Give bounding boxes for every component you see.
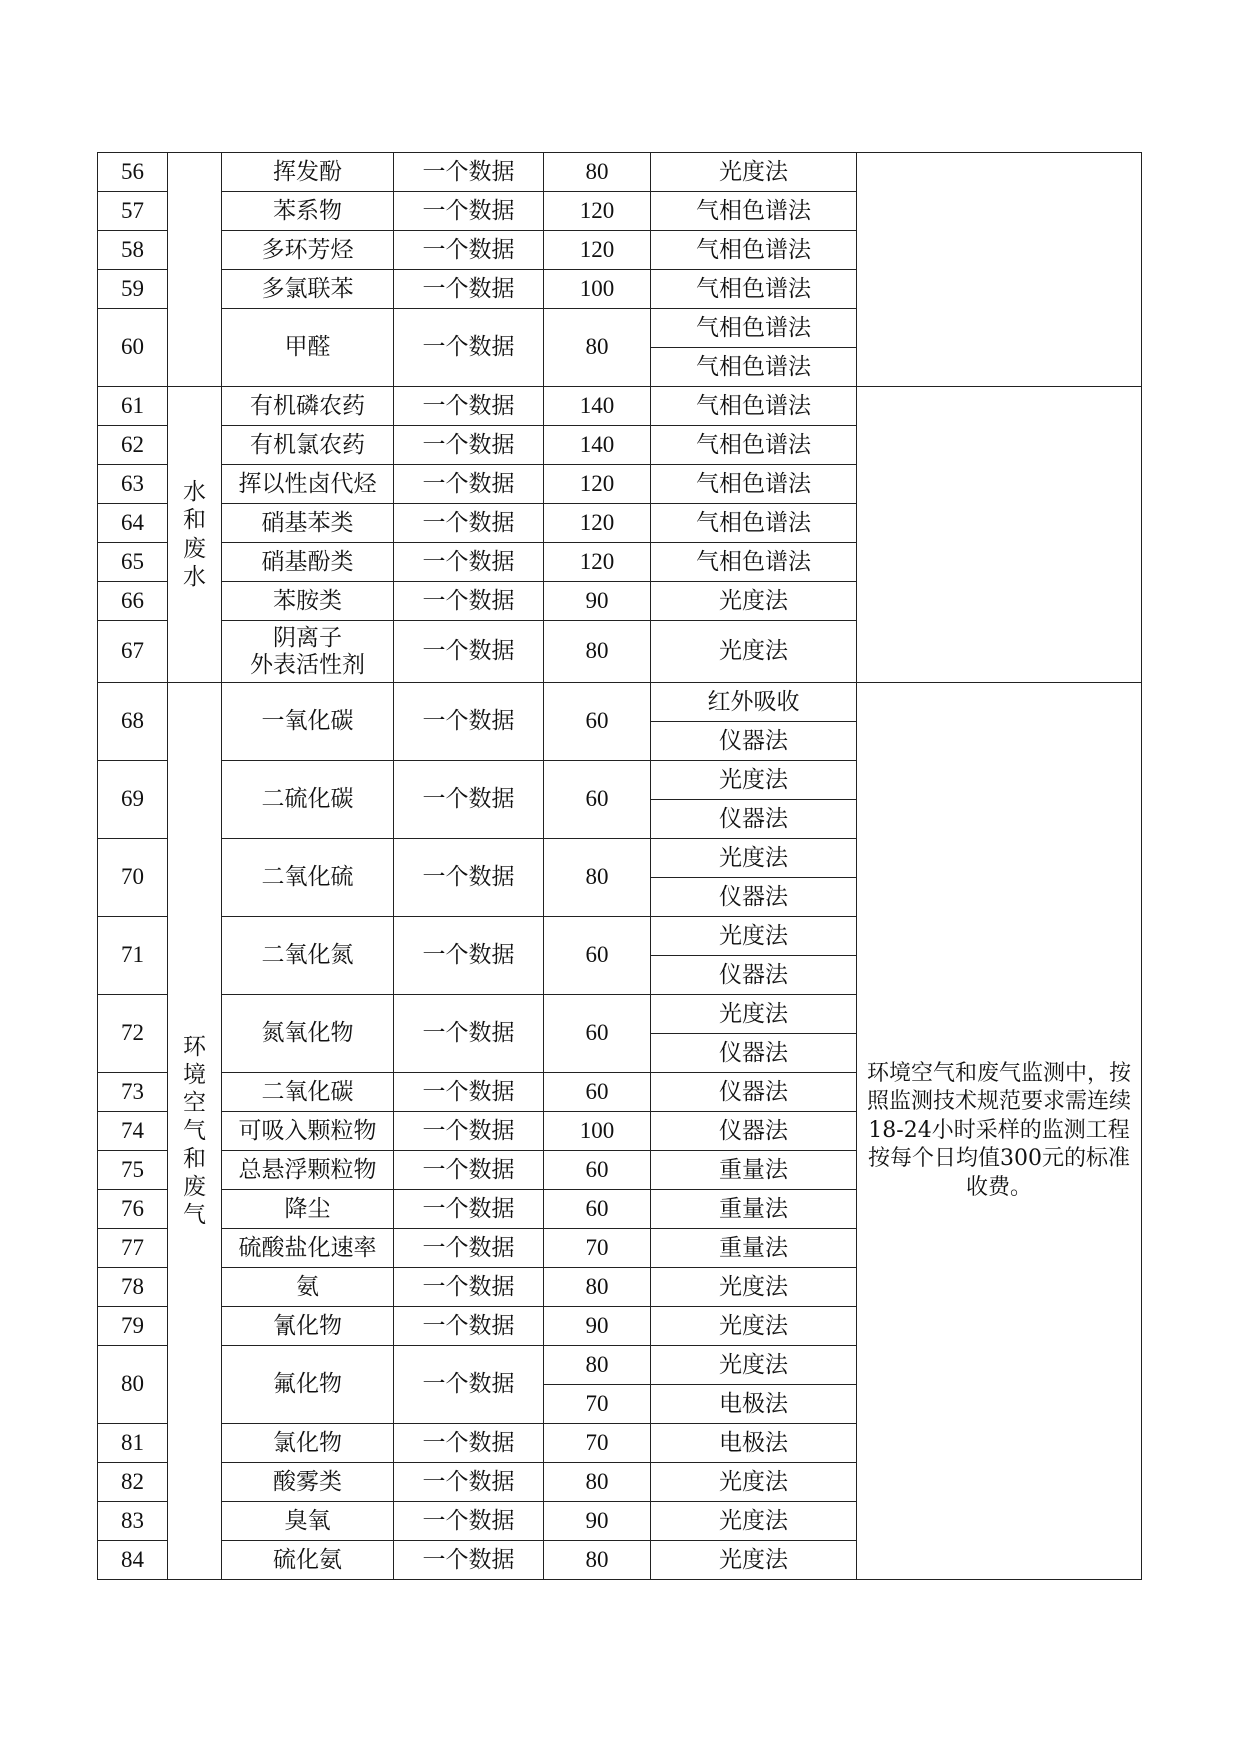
method: 气相色谱法 bbox=[651, 270, 857, 309]
method: 气相色谱法 bbox=[651, 465, 857, 504]
row-number: 77 bbox=[98, 1229, 168, 1268]
row-number: 68 bbox=[98, 683, 168, 761]
price: 140 bbox=[544, 387, 651, 426]
price: 80 bbox=[544, 1268, 651, 1307]
price: 60 bbox=[544, 761, 651, 839]
price: 60 bbox=[544, 1073, 651, 1112]
unit: 一个数据 bbox=[394, 543, 544, 582]
row-number: 61 bbox=[98, 387, 168, 426]
item-name: 降尘 bbox=[222, 1190, 394, 1229]
price: 90 bbox=[544, 1307, 651, 1346]
item-name: 一氧化碳 bbox=[222, 683, 394, 761]
item-name: 多氯联苯 bbox=[222, 270, 394, 309]
unit: 一个数据 bbox=[394, 582, 544, 621]
row-number: 81 bbox=[98, 1424, 168, 1463]
unit: 一个数据 bbox=[394, 683, 544, 761]
unit: 一个数据 bbox=[394, 995, 544, 1073]
unit: 一个数据 bbox=[394, 1268, 544, 1307]
item-name: 有机磷农药 bbox=[222, 387, 394, 426]
method: 气相色谱法 bbox=[651, 348, 857, 387]
item-name: 酸雾类 bbox=[222, 1463, 394, 1502]
method: 气相色谱法 bbox=[651, 192, 857, 231]
row-number: 71 bbox=[98, 917, 168, 995]
unit: 一个数据 bbox=[394, 309, 544, 387]
item-name: 臭氧 bbox=[222, 1502, 394, 1541]
method: 仪器法 bbox=[651, 722, 857, 761]
method: 气相色谱法 bbox=[651, 504, 857, 543]
price: 60 bbox=[544, 683, 651, 761]
method: 光度法 bbox=[651, 839, 857, 878]
method: 气相色谱法 bbox=[651, 387, 857, 426]
row-number: 69 bbox=[98, 761, 168, 839]
price: 60 bbox=[544, 917, 651, 995]
method: 光度法 bbox=[651, 917, 857, 956]
price: 90 bbox=[544, 1502, 651, 1541]
unit: 一个数据 bbox=[394, 1307, 544, 1346]
row-number: 74 bbox=[98, 1112, 168, 1151]
note-cell-empty bbox=[857, 153, 1142, 387]
unit: 一个数据 bbox=[394, 1346, 544, 1424]
row-number: 67 bbox=[98, 621, 168, 683]
monitoring-fee-table bbox=[97, 152, 1142, 1580]
item-name: 多环芳烃 bbox=[222, 231, 394, 270]
item-name: 二氧化碳 bbox=[222, 1073, 394, 1112]
unit: 一个数据 bbox=[394, 1190, 544, 1229]
row-number: 82 bbox=[98, 1463, 168, 1502]
row-number: 70 bbox=[98, 839, 168, 917]
item-name: 二氧化氮 bbox=[222, 917, 394, 995]
unit: 一个数据 bbox=[394, 917, 544, 995]
unit: 一个数据 bbox=[394, 192, 544, 231]
row-number: 80 bbox=[98, 1346, 168, 1424]
price: 120 bbox=[544, 231, 651, 270]
price: 120 bbox=[544, 192, 651, 231]
item-name: 氟化物 bbox=[222, 1346, 394, 1424]
method: 仪器法 bbox=[651, 1112, 857, 1151]
price: 70 bbox=[544, 1424, 651, 1463]
item-name: 苯系物 bbox=[222, 192, 394, 231]
item-name: 硫酸盐化速率 bbox=[222, 1229, 394, 1268]
item-name: 甲醛 bbox=[222, 309, 394, 387]
method: 红外吸收 bbox=[651, 683, 857, 722]
method: 光度法 bbox=[651, 582, 857, 621]
price: 140 bbox=[544, 426, 651, 465]
item-name: 硝基酚类 bbox=[222, 543, 394, 582]
price: 120 bbox=[544, 465, 651, 504]
unit: 一个数据 bbox=[394, 153, 544, 192]
method: 光度法 bbox=[651, 1502, 857, 1541]
method: 气相色谱法 bbox=[651, 543, 857, 582]
price: 120 bbox=[544, 504, 651, 543]
price: 120 bbox=[544, 543, 651, 582]
row-number: 78 bbox=[98, 1268, 168, 1307]
item-name: 氯化物 bbox=[222, 1424, 394, 1463]
unit: 一个数据 bbox=[394, 839, 544, 917]
item-name: 挥发酚 bbox=[222, 153, 394, 192]
note-air: 环境空气和废气监测中，按照监测技术规范要求需连续18-24小时采样的监测工程按每个日均值300元的标准收费。 bbox=[857, 683, 1142, 1580]
price: 90 bbox=[544, 582, 651, 621]
method: 气相色谱法 bbox=[651, 426, 857, 465]
table-row bbox=[98, 683, 1142, 722]
unit: 一个数据 bbox=[394, 761, 544, 839]
row-number: 83 bbox=[98, 1502, 168, 1541]
method: 电极法 bbox=[651, 1424, 857, 1463]
item-name: 氮氧化物 bbox=[222, 995, 394, 1073]
item-name: 可吸入颗粒物 bbox=[222, 1112, 394, 1151]
unit: 一个数据 bbox=[394, 1463, 544, 1502]
category-label: 水和废水 bbox=[183, 479, 206, 590]
unit: 一个数据 bbox=[394, 1151, 544, 1190]
price: 80 bbox=[544, 153, 651, 192]
price: 100 bbox=[544, 270, 651, 309]
unit: 一个数据 bbox=[394, 1424, 544, 1463]
item-name: 二硫化碳 bbox=[222, 761, 394, 839]
price: 60 bbox=[544, 1151, 651, 1190]
item-name-line: 阴离子 bbox=[273, 625, 342, 652]
row-number: 76 bbox=[98, 1190, 168, 1229]
row-number: 75 bbox=[98, 1151, 168, 1190]
unit: 一个数据 bbox=[394, 621, 544, 683]
row-number: 65 bbox=[98, 543, 168, 582]
method: 仪器法 bbox=[651, 956, 857, 995]
price: 70 bbox=[544, 1229, 651, 1268]
method: 仪器法 bbox=[651, 878, 857, 917]
method: 仪器法 bbox=[651, 1073, 857, 1112]
category-water bbox=[168, 387, 222, 683]
price: 80 bbox=[544, 1346, 651, 1385]
item-name: 氰化物 bbox=[222, 1307, 394, 1346]
note-cell-empty bbox=[857, 387, 1142, 683]
unit: 一个数据 bbox=[394, 426, 544, 465]
category-air bbox=[168, 683, 222, 1580]
method: 气相色谱法 bbox=[651, 231, 857, 270]
row-number: 57 bbox=[98, 192, 168, 231]
price: 60 bbox=[544, 1190, 651, 1229]
row-number: 60 bbox=[98, 309, 168, 387]
method: 光度法 bbox=[651, 621, 857, 683]
price: 80 bbox=[544, 621, 651, 683]
method: 光度法 bbox=[651, 761, 857, 800]
unit: 一个数据 bbox=[394, 1112, 544, 1151]
row-number: 59 bbox=[98, 270, 168, 309]
method: 光度法 bbox=[651, 1541, 857, 1580]
unit: 一个数据 bbox=[394, 231, 544, 270]
method: 光度法 bbox=[651, 1268, 857, 1307]
unit: 一个数据 bbox=[394, 1502, 544, 1541]
method: 气相色谱法 bbox=[651, 309, 857, 348]
unit: 一个数据 bbox=[394, 387, 544, 426]
price: 80 bbox=[544, 839, 651, 917]
item-name: 苯胺类 bbox=[222, 582, 394, 621]
item-name-line: 外表活性剂 bbox=[250, 651, 365, 678]
table-row bbox=[98, 153, 1142, 192]
price: 70 bbox=[544, 1385, 651, 1424]
price: 80 bbox=[544, 1463, 651, 1502]
item-name: 有机氯农药 bbox=[222, 426, 394, 465]
method: 光度法 bbox=[651, 153, 857, 192]
unit: 一个数据 bbox=[394, 504, 544, 543]
method: 光度法 bbox=[651, 995, 857, 1034]
category-cell-continued bbox=[168, 153, 222, 387]
category-label: 环境空气和废气 bbox=[183, 1033, 206, 1229]
item-name bbox=[222, 621, 394, 683]
row-number: 63 bbox=[98, 465, 168, 504]
item-name: 总悬浮颗粒物 bbox=[222, 1151, 394, 1190]
unit: 一个数据 bbox=[394, 270, 544, 309]
row-number: 58 bbox=[98, 231, 168, 270]
method: 重量法 bbox=[651, 1229, 857, 1268]
price: 60 bbox=[544, 995, 651, 1073]
method: 重量法 bbox=[651, 1151, 857, 1190]
row-number: 56 bbox=[98, 153, 168, 192]
unit: 一个数据 bbox=[394, 1229, 544, 1268]
price: 80 bbox=[544, 1541, 651, 1580]
method: 重量法 bbox=[651, 1190, 857, 1229]
row-number: 84 bbox=[98, 1541, 168, 1580]
price: 100 bbox=[544, 1112, 651, 1151]
item-name: 硝基苯类 bbox=[222, 504, 394, 543]
item-name: 氨 bbox=[222, 1268, 394, 1307]
item-name: 硫化氨 bbox=[222, 1541, 394, 1580]
table-row bbox=[98, 387, 1142, 426]
row-number: 66 bbox=[98, 582, 168, 621]
row-number: 72 bbox=[98, 995, 168, 1073]
method: 仪器法 bbox=[651, 1034, 857, 1073]
method: 光度法 bbox=[651, 1463, 857, 1502]
item-name: 二氧化硫 bbox=[222, 839, 394, 917]
row-number: 73 bbox=[98, 1073, 168, 1112]
method: 仪器法 bbox=[651, 800, 857, 839]
method: 电极法 bbox=[651, 1385, 857, 1424]
unit: 一个数据 bbox=[394, 1541, 544, 1580]
row-number: 62 bbox=[98, 426, 168, 465]
method: 光度法 bbox=[651, 1346, 857, 1385]
unit: 一个数据 bbox=[394, 465, 544, 504]
method: 光度法 bbox=[651, 1307, 857, 1346]
unit: 一个数据 bbox=[394, 1073, 544, 1112]
row-number: 79 bbox=[98, 1307, 168, 1346]
price: 80 bbox=[544, 309, 651, 387]
row-number: 64 bbox=[98, 504, 168, 543]
item-name: 挥以性卤代烃 bbox=[222, 465, 394, 504]
